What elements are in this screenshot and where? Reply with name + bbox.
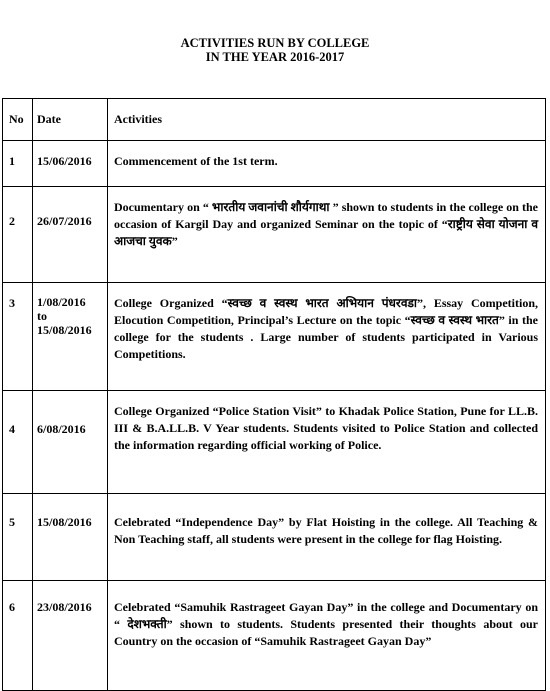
row-date: 15/08/2016 <box>33 494 108 581</box>
activities-table <box>2 98 546 691</box>
row-activity: Celebrated “Samuhik Rastrageet Gayan Day” in the college and Documentary on “ देशभक्ती” shown to students. Students presented their thoughts about our Country on the occasion of “Samuhik Rastrageet Gayan Day” <box>108 581 546 691</box>
table-row <box>3 187 546 283</box>
table-row <box>3 494 546 581</box>
row-activity: Documentary on “ भारतीय जवानांची शौर्यगाथा ” shown to students in the college on the occasion of Kargil Day and organized Seminar on the topic of “राष्ट्रीय सेवा योजना व आजचा युवक” <box>108 187 546 283</box>
row-date: 6/08/2016 <box>33 391 108 494</box>
row-no: 5 <box>3 494 33 581</box>
row-date-to: to <box>37 309 47 323</box>
row-date: 23/08/2016 <box>33 581 108 691</box>
table-row <box>3 141 546 187</box>
row-activity: College Organized “Police Station Visit” to Khadak Police Station, Pune for LL.B. III & B.A.LL.B. V Year students. Students visited to Police Station and collected the information regarding official working of Police. <box>108 391 546 494</box>
row-no: 1 <box>3 141 33 187</box>
row-date: 26/07/2016 <box>33 187 108 283</box>
row-no: 4 <box>3 391 33 494</box>
document-title: ACTIVITIES RUN BY COLLEGE <box>180 36 370 50</box>
table-row <box>3 391 546 494</box>
row-activity: Commencement of the 1st term. <box>108 141 546 187</box>
table-row <box>3 581 546 691</box>
row-no: 6 <box>3 581 33 691</box>
header-activities: Activities <box>108 99 546 141</box>
row-date-start: 1/08/2016 <box>37 295 86 309</box>
row-no: 2 <box>3 187 33 283</box>
header-no: No <box>3 99 33 141</box>
row-no: 3 <box>3 283 33 391</box>
row-date-end: 15/08/2016 <box>37 323 92 337</box>
row-activity: Celebrated “Independence Day” by Flat Hoisting in the college. All Teaching & Non Teaching staff, all students were present in the college for flag Hoisting. <box>108 494 546 581</box>
header-date: Date <box>33 99 108 141</box>
row-activity: College Organized “स्वच्छ व स्वस्थ भारत अभियान पंधरवडा”, Essay Competition, Elocution Competition, Principal’s Lecture on the topic “स्वच्छ व स्वस्थ भारत” in the college for the students . Large number of students participated in Various Competitions. <box>108 283 546 391</box>
document-subtitle: IN THE YEAR 2016-2017 <box>205 50 345 64</box>
table-row <box>3 283 546 391</box>
table-header-row <box>3 99 546 141</box>
row-date <box>33 283 108 391</box>
row-date: 15/06/2016 <box>33 141 108 187</box>
